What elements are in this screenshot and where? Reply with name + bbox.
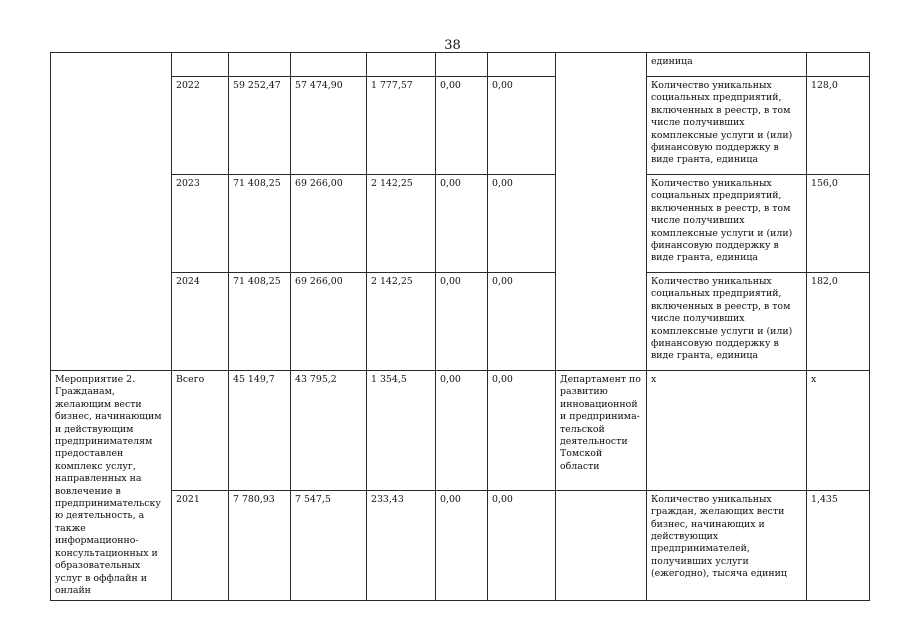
indicator-cell: Количество уникальных социальных предприятий, включенных в реестр, в том числе получивших комплексные услуги и (или) финансовую поддержку в виде гранта, единица	[647, 273, 807, 371]
federal-cell: 69 266,00	[291, 175, 367, 273]
indicator-value-cell: 156,0	[807, 175, 870, 273]
table-row	[51, 490, 870, 601]
year-cell: 2021	[172, 490, 229, 601]
year-cell: 2022	[172, 77, 229, 175]
year-cell: Всего	[172, 371, 229, 491]
other-cell: 0,00	[488, 77, 556, 175]
local-cell: 0,00	[436, 77, 488, 175]
other-cell: 0,00	[488, 371, 556, 491]
table-row	[51, 175, 870, 273]
measure-name-cell: Мероприятие 2. Гражданам, желающим вести бизнес, начинающим и действующим предпринимателям предоставлен комплекс услуг, направленных на вовлечение в предпринимательскую деятельность, а также информационно-консультационных и образовательных услуг в оффлайн и онлайн	[51, 371, 172, 601]
total-cell: 71 408,25	[229, 175, 291, 273]
year-cell: 2024	[172, 273, 229, 371]
local-cell: 0,00	[436, 175, 488, 273]
federal-cell: 69 266,00	[291, 273, 367, 371]
other-cell: 0,00	[488, 490, 556, 601]
indicator-cell: х	[647, 371, 807, 491]
federal-cell: 57 474,90	[291, 77, 367, 175]
table-row	[51, 77, 870, 175]
indicator-value-cell: 182,0	[807, 273, 870, 371]
other-cell: 0,00	[488, 175, 556, 273]
executor-cell: Департамент по развитию инновационной и предпринима-тельской деятельности Томской области	[556, 371, 647, 491]
indicator-cell: Количество уникальных граждан, желающих вести бизнес, начинающих и действующих предпринимателей, получивших услуги (ежегодно), тысяча единиц	[647, 490, 807, 601]
indicator-value-cell: 1,435	[807, 490, 870, 601]
regional-cell: 1 777,57	[367, 77, 436, 175]
local-cell: 0,00	[436, 371, 488, 491]
indicator-value-cell: 128,0	[807, 77, 870, 175]
indicator-cell: Количество уникальных социальных предприятий, включенных в реестр, в том числе получивших комплексные услуги и (или) финансовую поддержку в виде гранта, единица	[647, 175, 807, 273]
total-cell: 45 149,7	[229, 371, 291, 491]
table-row	[51, 371, 870, 491]
indicator-cell: единица	[647, 53, 807, 77]
program-table	[50, 52, 870, 601]
table-row	[51, 273, 870, 371]
local-cell: 0,00	[436, 273, 488, 371]
other-cell: 0,00	[488, 273, 556, 371]
regional-cell: 2 142,25	[367, 273, 436, 371]
executor-cell-continued	[556, 53, 647, 371]
total-cell: 7 780,93	[229, 490, 291, 601]
indicator-cell: Количество уникальных социальных предприятий, включенных в реестр, в том числе получивших комплексные услуги и (или) финансовую поддержку в виде гранта, единица	[647, 77, 807, 175]
table-row	[51, 53, 870, 77]
page-number: 38	[444, 38, 461, 53]
total-cell: 59 252,47	[229, 77, 291, 175]
federal-cell: 43 795,2	[291, 371, 367, 491]
local-cell: 0,00	[436, 490, 488, 601]
executor-cell-empty	[556, 490, 647, 601]
measure-cell-continued	[51, 53, 172, 371]
regional-cell: 233,43	[367, 490, 436, 601]
federal-cell: 7 547,5	[291, 490, 367, 601]
regional-cell: 2 142,25	[367, 175, 436, 273]
indicator-value-cell: х	[807, 371, 870, 491]
year-cell: 2023	[172, 175, 229, 273]
total-cell: 71 408,25	[229, 273, 291, 371]
regional-cell: 1 354,5	[367, 371, 436, 491]
